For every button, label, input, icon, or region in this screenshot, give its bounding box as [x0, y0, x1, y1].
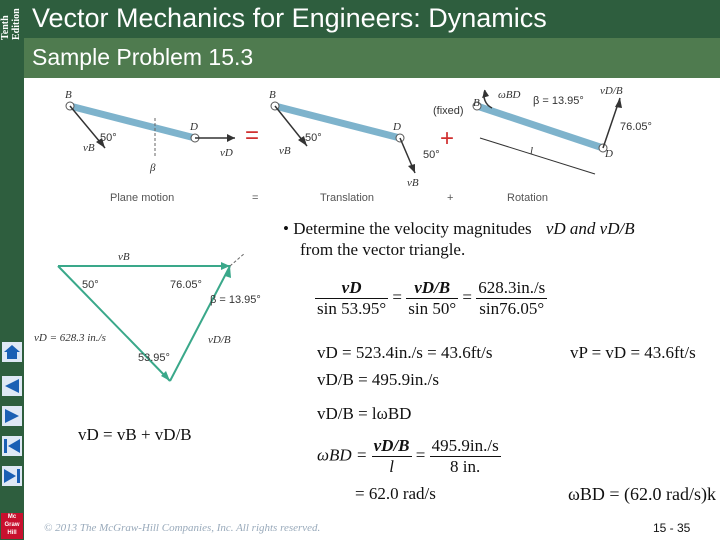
tri-label-vb: vB — [118, 251, 130, 263]
eq5-num1: vD/B — [373, 436, 410, 455]
label-b-rotation: B — [473, 97, 480, 109]
eq5-den1: l — [389, 457, 394, 476]
vector-triangle — [30, 248, 280, 428]
bullet-point — [283, 218, 703, 260]
tri-label-angle-7605: 76.05° — [170, 279, 202, 291]
eq5-den2: 8 in. — [450, 457, 481, 476]
tri-label-vdb: vD/B — [208, 334, 231, 346]
omega-result: = 62.0 rad/s — [355, 484, 436, 503]
label-omega-bd: ωBD — [498, 89, 521, 101]
omega-vector-result: ωBD = (62.0 rad/s)k — [568, 484, 716, 504]
label-vb-at-d: vB — [407, 177, 419, 189]
plane-motion-diagram — [65, 89, 235, 174]
eq1-den3: sin76.05° — [479, 299, 545, 318]
bullet-marker: • — [283, 219, 289, 238]
page-title: Vector Mechanics for Engineers: Dynamics — [32, 3, 547, 33]
tri-label-angle-5395: 53.95° — [138, 352, 170, 364]
plus-sign: + — [440, 125, 455, 152]
first-icon[interactable] — [2, 436, 22, 456]
caption-translation: Translation — [320, 192, 375, 204]
vd-result: vD = 523.4in./s = 43.6ft/s — [317, 343, 493, 362]
eq1-num1: vD — [315, 278, 388, 299]
eq5-lhs: ωBD = — [317, 445, 368, 465]
slide-subtitle: Sample Problem 15.3 — [32, 44, 254, 70]
label-vb-translation: vB — [279, 145, 291, 157]
edition-label — [0, 0, 24, 42]
label-d-translation: D — [393, 121, 401, 133]
tri-label-vd: vD = 628.3 in./s — [34, 332, 106, 344]
previous-icon[interactable] — [2, 376, 22, 396]
law-of-sines-equation: $\frac{vD}{\sin 53.95^\circ}$ = $\frac{vD/B}{\sin 50^\circ}$ = $\frac{628.3in./s}{\sin 76.05^\circ}$ — [317, 278, 546, 318]
label-angle-50-translation: 50° — [305, 132, 322, 144]
omega-equation: ωBD = $\frac{vD/B}{l}$ = $\frac{495.9in./s}{8 in.}$ — [317, 436, 499, 476]
velocity-vector-equation: vD = vB + vD/B — [78, 425, 192, 444]
bullet-text-2: from the vector triangle. — [300, 240, 466, 259]
vdb-relation: vD/B = lωBD — [317, 404, 412, 423]
rotation-diagram — [433, 85, 652, 174]
label-length-l: l — [530, 145, 534, 157]
label-fixed: (fixed) — [433, 105, 464, 117]
vdb-result: vD/B = 495.9in./s — [317, 370, 439, 389]
eq1-den1: sin 53.95° — [317, 299, 387, 318]
eq5-num2: 495.9in./s — [431, 436, 499, 455]
label-b: B — [65, 89, 72, 101]
label-angle-50: 50° — [100, 132, 117, 144]
next-icon[interactable] — [2, 406, 22, 426]
eq1-den2: sin 50° — [408, 299, 457, 318]
copyright-footer: © 2013 The McGraw-Hill Companies, Inc. All rights reserved. — [44, 522, 321, 534]
edition-line-1: Tenth — [0, 15, 11, 40]
label-b-translation: B — [269, 89, 276, 101]
rod-bd — [70, 106, 195, 138]
label-vd: vD — [220, 147, 233, 159]
label-angle-50-d: 50° — [423, 149, 440, 161]
label-angle-7605: 76.05° — [620, 121, 652, 133]
edition-line-2: Edition — [11, 8, 22, 40]
home-icon[interactable] — [2, 342, 22, 362]
label-vdb: vD/B — [600, 85, 623, 97]
equals-sign: = — [245, 122, 260, 149]
label-d-rotation: D — [605, 148, 613, 160]
eq1-num3: 628.3in./s — [478, 278, 546, 297]
eq1-num2: vD/B — [406, 278, 458, 299]
caption-plus: + — [447, 192, 454, 204]
label-d: D — [190, 121, 198, 133]
caption-equals: = — [252, 192, 259, 204]
bullet-vars: vD and vD/B — [545, 219, 635, 238]
sidebar-band — [0, 0, 24, 540]
publisher-logo — [1, 513, 23, 539]
tri-label-angle-50: 50° — [82, 279, 99, 291]
figure-plane-motion — [55, 78, 680, 208]
page-number: 15 - 35 — [653, 521, 691, 535]
bullet-text: Determine the velocity magnitudes — [293, 219, 532, 238]
label-beta-value: β = 13.95° — [533, 95, 584, 107]
translation-diagram — [269, 89, 440, 189]
caption-plane-motion: Plane motion — [110, 192, 175, 204]
vp-result: vP = vD = 43.6ft/s — [570, 343, 696, 362]
last-icon[interactable] — [2, 466, 22, 486]
tri-label-beta: β = 13.95° — [210, 294, 261, 306]
logo-text: Mc Graw Hill — [4, 514, 20, 536]
label-vb: vB — [83, 142, 95, 154]
caption-rotation: Rotation — [507, 192, 548, 204]
label-beta: β — [150, 162, 156, 174]
